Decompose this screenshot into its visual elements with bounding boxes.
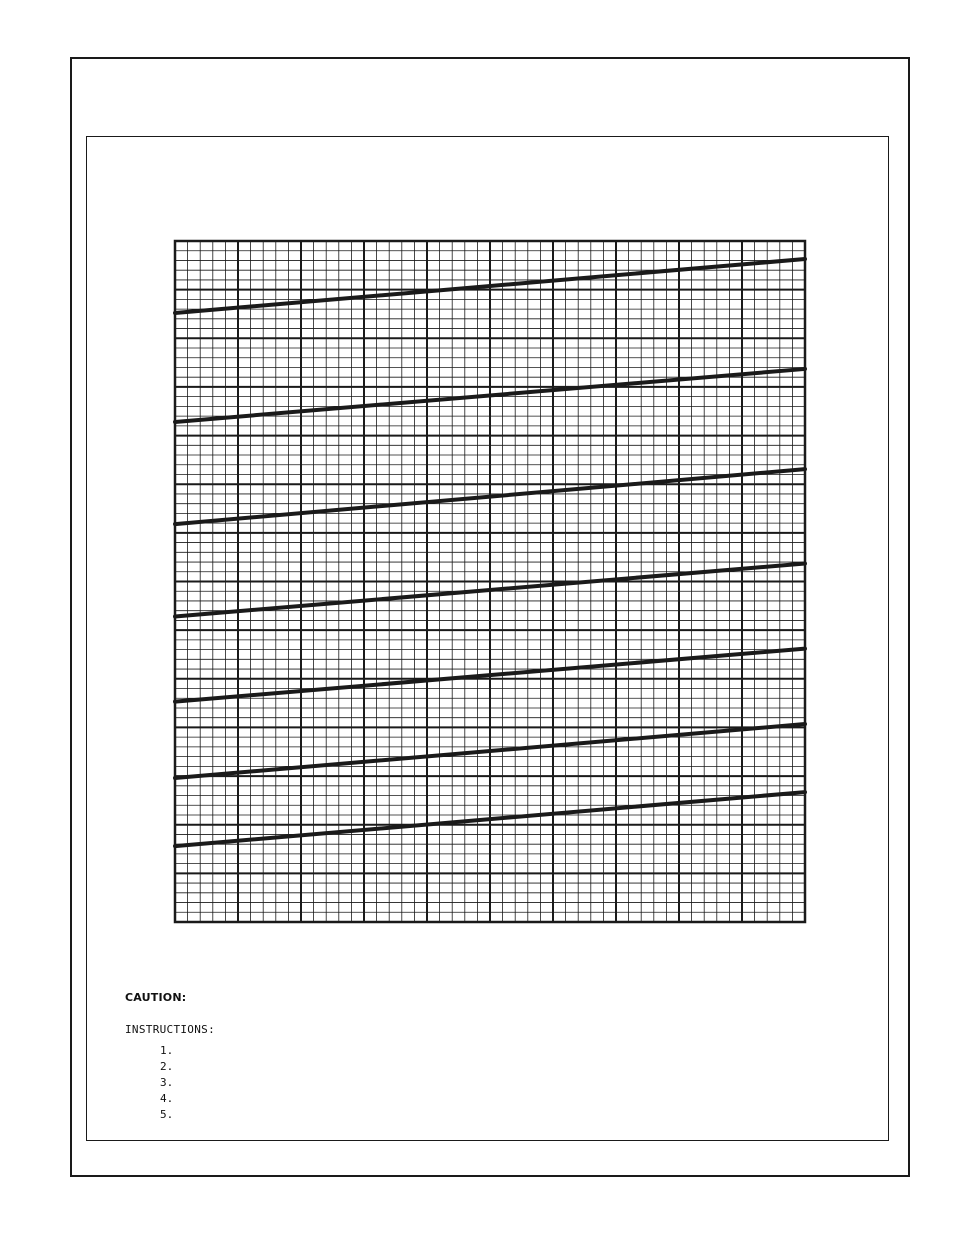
instructions-label: INSTRUCTIONS: (125, 1023, 215, 1036)
instruction-item: 3. (160, 1076, 174, 1089)
instruction-item: 5. (160, 1108, 174, 1121)
instruction-item: 2. (160, 1060, 174, 1073)
caution-label: CAUTION: (125, 991, 187, 1004)
instruction-item: 1. (160, 1044, 174, 1057)
instruction-list (160, 1043, 173, 1123)
instruction-item: 4. (160, 1092, 174, 1105)
